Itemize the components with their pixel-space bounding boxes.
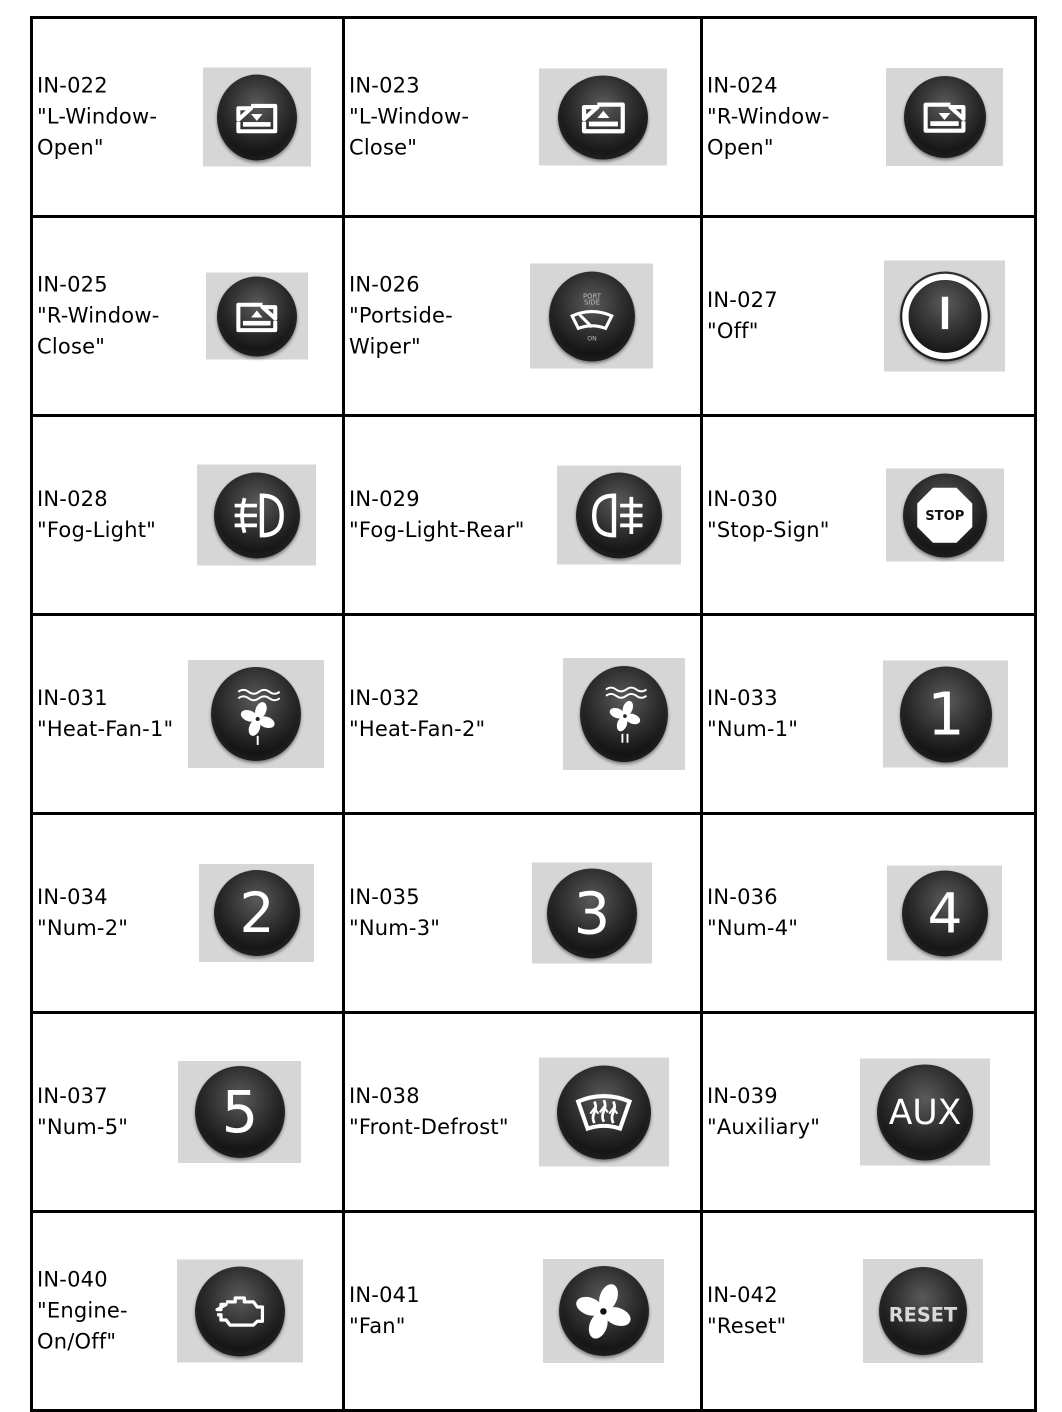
icon-label: "Num-4" (707, 916, 799, 940)
icon-code: IN-036 (707, 885, 778, 909)
icon-label: "Heat-Fan-1" (37, 717, 174, 741)
icon-caption (37, 1265, 128, 1358)
icon-label: "Front-Defrost" (349, 1115, 509, 1139)
icon-cell (702, 217, 1036, 416)
icon-label: "Stop-Sign" (707, 518, 830, 542)
icon-cell (32, 18, 344, 217)
icon-cell (32, 217, 344, 416)
icon-code: IN-042 (707, 1283, 778, 1307)
right-window-open-icon (904, 76, 986, 158)
icon-code: IN-022 (37, 73, 108, 98)
icon-thumbnail (206, 273, 308, 360)
icon-caption (37, 484, 156, 546)
icon-code: IN-035 (349, 885, 420, 909)
table-row (32, 814, 1036, 1013)
wiper-bottom-text: ON (586, 335, 597, 343)
icon-thumbnail (563, 658, 685, 770)
icon-caption (37, 1081, 128, 1143)
icon-thumbnail (860, 1059, 990, 1166)
icon-cell (32, 814, 344, 1013)
icon-caption (707, 71, 830, 164)
heat-fan-1-icon (211, 667, 301, 761)
table-row (32, 1013, 1036, 1212)
icon-code: IN-025 (37, 272, 108, 297)
number-3-icon (547, 868, 637, 958)
icon-thumbnail (203, 68, 311, 167)
icon-thumbnail (530, 264, 653, 369)
icon-thumbnail (884, 261, 1005, 372)
icon-label: "Fog-Light" (37, 518, 157, 542)
aux-icon-text: AUX (888, 1092, 962, 1133)
icon-thumbnail (539, 1058, 669, 1167)
left-window-open-icon (217, 74, 297, 160)
icon-code: IN-029 (349, 487, 420, 511)
icon-reference-table (30, 16, 1037, 1412)
number-5-icon (195, 1066, 285, 1158)
reset-icon (879, 1267, 967, 1355)
icon-label: "Num-5" (37, 1115, 129, 1139)
number-4-icon-text: 4 (926, 880, 963, 945)
fog-light-icon (214, 472, 300, 558)
icon-code: IN-030 (707, 487, 778, 511)
icon-label: "Fan" (349, 1314, 406, 1338)
number-5-icon-text: 5 (221, 1078, 258, 1146)
icon-cell (702, 416, 1036, 615)
icon-code: IN-038 (349, 1084, 420, 1108)
fog-light-rear-icon (576, 472, 662, 558)
icon-caption (37, 270, 160, 363)
engine-icon (195, 1266, 285, 1356)
icon-label: "R-Window- Close" (37, 303, 160, 359)
reset-icon-text: RESET (888, 1303, 958, 1327)
power-icon (900, 271, 990, 361)
icon-label: "Num-3" (349, 916, 441, 940)
icon-cell (344, 217, 702, 416)
icon-thumbnail (886, 469, 1004, 562)
icon-code: IN-037 (37, 1084, 108, 1108)
icon-thumbnail (543, 1259, 664, 1363)
icon-caption (349, 1280, 420, 1342)
icon-caption (707, 1081, 820, 1143)
icon-label: "Off" (707, 319, 759, 343)
icon-thumbnail (539, 69, 667, 166)
icon-label: "Auxiliary" (707, 1115, 821, 1139)
icon-caption (37, 683, 173, 745)
icon-label: "Num-1" (707, 717, 799, 741)
icon-cell (32, 615, 344, 814)
icon-cell (702, 18, 1036, 217)
right-window-close-icon (217, 276, 297, 356)
icon-code: IN-023 (349, 73, 420, 98)
icon-code: IN-027 (707, 288, 778, 312)
icon-code: IN-033 (707, 686, 778, 710)
icon-cell (344, 1013, 702, 1212)
icon-code: IN-026 (349, 272, 420, 297)
number-3-icon-text: 3 (573, 879, 611, 947)
icon-caption (349, 882, 440, 944)
front-defrost-icon (557, 1065, 651, 1159)
icon-code: IN-040 (37, 1267, 108, 1292)
icon-caption (349, 683, 485, 745)
icon-caption (707, 882, 798, 944)
icon-cell (702, 1013, 1036, 1212)
wiper-top-text-2: SIDE (583, 298, 600, 307)
table-row (32, 615, 1036, 814)
left-window-close-icon (558, 75, 648, 159)
icon-caption (349, 270, 453, 363)
icon-thumbnail (188, 660, 324, 768)
icon-cell (702, 1212, 1036, 1411)
icon-caption (37, 71, 157, 164)
icon-label: "Num-2" (37, 916, 129, 940)
icon-cell (344, 1212, 702, 1411)
icon-code: IN-041 (349, 1283, 420, 1307)
icon-cell (344, 615, 702, 814)
table-row (32, 416, 1036, 615)
icon-thumbnail (887, 866, 1002, 961)
stop-sign-icon (903, 473, 987, 557)
icon-thumbnail (532, 863, 652, 964)
wiper-top-text: PORT (582, 292, 601, 301)
number-2-icon-text: 2 (238, 880, 275, 945)
heat-fan-2-icon (580, 666, 668, 762)
icon-label: "R-Window- Open" (707, 104, 830, 160)
icon-cell (344, 814, 702, 1013)
number-1-icon (900, 666, 992, 762)
icon-label: "Fog-Light-Rear" (349, 518, 525, 542)
icon-thumbnail (178, 1061, 301, 1163)
icon-label: "L-Window- Close" (349, 104, 470, 160)
icon-label: "Heat-Fan-2" (349, 717, 486, 741)
icon-cell (344, 416, 702, 615)
icon-code: IN-024 (707, 73, 778, 98)
table-row (32, 217, 1036, 416)
icon-code: IN-032 (349, 686, 420, 710)
icon-cell (702, 615, 1036, 814)
icon-cell (702, 814, 1036, 1013)
icon-code: IN-034 (37, 885, 108, 909)
icon-label: "Reset" (707, 1314, 787, 1338)
icon-thumbnail (863, 1259, 983, 1363)
icon-code: IN-028 (37, 487, 108, 511)
icon-caption (707, 285, 778, 347)
icon-caption (707, 683, 798, 745)
table-row (32, 18, 1036, 217)
icon-code: IN-031 (37, 686, 108, 710)
stop-sign-text: STOP (925, 508, 965, 524)
icon-code: IN-039 (707, 1084, 778, 1108)
aux-icon (877, 1064, 973, 1160)
icon-thumbnail (197, 465, 316, 566)
number-4-icon (902, 870, 988, 956)
icon-caption (37, 882, 128, 944)
icon-caption (349, 484, 525, 546)
icon-caption (349, 71, 469, 164)
icon-caption (707, 484, 830, 546)
icon-thumbnail (199, 864, 314, 962)
icon-cell (32, 1212, 344, 1411)
icon-thumbnail (177, 1260, 303, 1363)
number-1-icon-text: 1 (926, 679, 965, 749)
icon-thumbnail (557, 466, 681, 565)
table-row (32, 1212, 1036, 1411)
icon-thumbnail (886, 68, 1003, 166)
wiper-icon (549, 271, 635, 361)
icon-label: "L-Window- Open" (37, 104, 158, 160)
fan-icon (559, 1266, 649, 1356)
icon-caption (707, 1280, 786, 1342)
icon-cell (344, 18, 702, 217)
icon-caption (349, 1081, 509, 1143)
number-2-icon (214, 870, 300, 956)
icon-thumbnail (883, 661, 1008, 768)
icon-cell (32, 1013, 344, 1212)
icon-cell (32, 416, 344, 615)
icon-label: "Portside- Wiper" (349, 303, 453, 359)
icon-label: "Engine- On/Off" (37, 1298, 128, 1354)
